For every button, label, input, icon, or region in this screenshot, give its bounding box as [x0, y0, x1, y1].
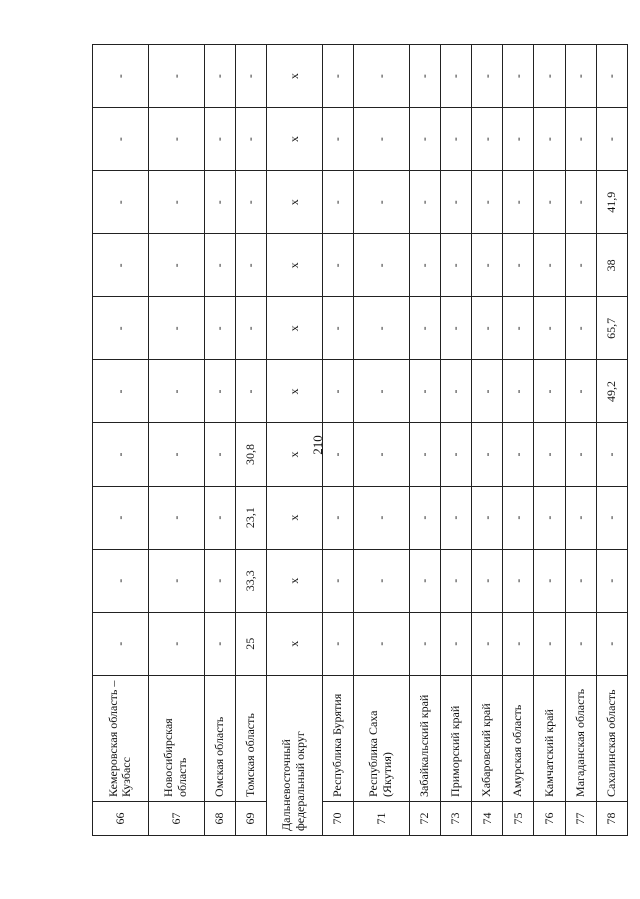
value-cell: - — [503, 423, 534, 486]
value-cell: - — [471, 45, 502, 108]
value-cell: - — [148, 549, 204, 612]
value-cell: - — [322, 45, 353, 108]
value-cell: - — [503, 612, 534, 675]
row-number-cell: 77 — [565, 801, 596, 835]
region-name-cell: Кемеровская область – Кузбасс — [93, 675, 149, 801]
value-cell: - — [93, 45, 149, 108]
value-cell: - — [93, 360, 149, 423]
table-row — [471, 45, 502, 836]
value-cell: - — [409, 360, 440, 423]
value-cell: - — [235, 297, 266, 360]
value-cell: - — [409, 423, 440, 486]
value-cell: 49,2 — [596, 360, 627, 423]
value-cell: x — [266, 297, 322, 360]
value-cell: - — [148, 486, 204, 549]
value-cell: - — [204, 549, 235, 612]
value-cell: - — [440, 360, 471, 423]
value-cell: - — [235, 45, 266, 108]
value-cell: - — [235, 360, 266, 423]
value-cell: - — [440, 297, 471, 360]
value-cell: - — [93, 612, 149, 675]
region-name-cell: Камчатский край — [534, 675, 565, 801]
table-row — [440, 45, 471, 836]
value-cell: - — [148, 297, 204, 360]
region-name-cell: Магаданская область — [565, 675, 596, 801]
value-cell: - — [93, 486, 149, 549]
value-cell: - — [353, 45, 409, 108]
value-cell: - — [204, 360, 235, 423]
table-row — [148, 45, 204, 836]
value-cell: - — [148, 45, 204, 108]
value-cell: - — [565, 45, 596, 108]
value-cell: - — [353, 108, 409, 171]
value-cell: - — [596, 486, 627, 549]
value-cell: - — [148, 423, 204, 486]
value-cell: - — [534, 297, 565, 360]
value-cell: - — [534, 45, 565, 108]
value-cell: - — [322, 171, 353, 234]
row-number-cell: 71 — [353, 801, 409, 835]
value-cell: x — [266, 612, 322, 675]
value-cell: - — [565, 549, 596, 612]
region-name-cell: Омская область — [204, 675, 235, 801]
value-cell: - — [440, 45, 471, 108]
value-cell: - — [322, 486, 353, 549]
value-cell: - — [148, 234, 204, 297]
value-cell: - — [596, 423, 627, 486]
value-cell: - — [471, 486, 502, 549]
value-cell: - — [534, 108, 565, 171]
value-cell: 23,1 — [235, 486, 266, 549]
value-cell: - — [322, 234, 353, 297]
value-cell: - — [353, 486, 409, 549]
region-name-cell: Республика Бурятия — [322, 675, 353, 801]
value-cell: - — [322, 297, 353, 360]
value-cell: x — [266, 549, 322, 612]
row-number-cell: 72 — [409, 801, 440, 835]
table-body — [93, 45, 628, 836]
value-cell: - — [353, 234, 409, 297]
value-cell: - — [471, 549, 502, 612]
value-cell: - — [565, 297, 596, 360]
value-cell: 25 — [235, 612, 266, 675]
table-row — [565, 45, 596, 836]
value-cell: - — [204, 108, 235, 171]
value-cell: - — [534, 549, 565, 612]
page-number: 210 — [310, 435, 325, 455]
value-cell: - — [503, 549, 534, 612]
value-cell: - — [440, 234, 471, 297]
table-row — [503, 45, 534, 836]
value-cell: - — [409, 486, 440, 549]
value-cell: - — [565, 108, 596, 171]
value-cell: - — [204, 612, 235, 675]
value-cell: x — [266, 423, 322, 486]
value-cell: - — [471, 297, 502, 360]
value-cell: 33,3 — [235, 549, 266, 612]
value-cell: - — [204, 423, 235, 486]
value-cell: - — [534, 423, 565, 486]
value-cell: - — [565, 234, 596, 297]
value-cell: - — [440, 108, 471, 171]
row-number-cell: 73 — [440, 801, 471, 835]
value-cell: - — [440, 486, 471, 549]
table-row — [596, 45, 627, 836]
table-row — [353, 45, 409, 836]
district-name-cell: Дальневосточный федеральный округ — [266, 675, 322, 835]
value-cell: - — [596, 45, 627, 108]
value-cell: - — [353, 612, 409, 675]
value-cell: - — [503, 360, 534, 423]
data-table-container — [92, 44, 628, 836]
value-cell: - — [93, 108, 149, 171]
region-name-cell: Забайкальский край — [409, 675, 440, 801]
value-cell: - — [93, 297, 149, 360]
value-cell: - — [204, 171, 235, 234]
region-name-cell: Амурская область — [503, 675, 534, 801]
table-row — [93, 45, 149, 836]
value-cell: - — [534, 612, 565, 675]
value-cell: - — [148, 360, 204, 423]
value-cell: - — [503, 297, 534, 360]
value-cell: - — [503, 171, 534, 234]
value-cell: - — [565, 612, 596, 675]
value-cell: - — [353, 171, 409, 234]
value-cell: - — [534, 486, 565, 549]
value-cell: x — [266, 360, 322, 423]
value-cell: - — [409, 549, 440, 612]
value-cell: - — [93, 423, 149, 486]
value-cell: - — [204, 486, 235, 549]
value-cell: - — [565, 171, 596, 234]
value-cell: - — [440, 423, 471, 486]
value-cell: - — [148, 108, 204, 171]
value-cell: - — [440, 549, 471, 612]
row-number-cell: 67 — [148, 801, 204, 835]
value-cell: - — [409, 171, 440, 234]
value-cell: - — [471, 423, 502, 486]
value-cell: - — [596, 108, 627, 171]
value-cell: - — [322, 549, 353, 612]
row-number-cell: 70 — [322, 801, 353, 835]
value-cell: - — [235, 171, 266, 234]
value-cell: - — [409, 297, 440, 360]
value-cell: - — [322, 108, 353, 171]
value-cell: - — [471, 108, 502, 171]
value-cell: - — [148, 171, 204, 234]
value-cell: x — [266, 108, 322, 171]
value-cell: x — [266, 486, 322, 549]
value-cell: 38 — [596, 234, 627, 297]
row-number-cell: 76 — [534, 801, 565, 835]
value-cell: - — [534, 360, 565, 423]
value-cell: - — [596, 549, 627, 612]
row-number-cell: 68 — [204, 801, 235, 835]
value-cell: - — [235, 234, 266, 297]
value-cell: x — [266, 171, 322, 234]
value-cell: - — [471, 360, 502, 423]
value-cell: 30,8 — [235, 423, 266, 486]
value-cell: - — [409, 234, 440, 297]
value-cell: - — [440, 612, 471, 675]
region-name-cell: Хабаровский край — [471, 675, 502, 801]
value-cell: - — [353, 549, 409, 612]
value-cell: - — [440, 171, 471, 234]
value-cell: - — [471, 612, 502, 675]
value-cell: - — [148, 612, 204, 675]
row-number-cell: 78 — [596, 801, 627, 835]
value-cell: - — [204, 234, 235, 297]
data-table — [92, 44, 628, 836]
value-cell: - — [503, 486, 534, 549]
region-name-cell: Республика Саха (Якутия) — [353, 675, 409, 801]
value-cell: - — [409, 45, 440, 108]
row-number-cell: 69 — [235, 801, 266, 835]
value-cell: - — [235, 108, 266, 171]
value-cell: - — [565, 486, 596, 549]
row-number-cell: 66 — [93, 801, 149, 835]
region-name-cell: Сахалинская область — [596, 675, 627, 801]
value-cell: - — [93, 171, 149, 234]
value-cell: - — [503, 234, 534, 297]
value-cell: - — [353, 297, 409, 360]
table-row — [235, 45, 266, 836]
value-cell: - — [565, 360, 596, 423]
row-number-cell: 74 — [471, 801, 502, 835]
table-row — [409, 45, 440, 836]
row-number-cell: 75 — [503, 801, 534, 835]
value-cell: - — [204, 297, 235, 360]
value-cell: - — [409, 612, 440, 675]
value-cell: x — [266, 234, 322, 297]
value-cell: 65,7 — [596, 297, 627, 360]
value-cell: - — [471, 234, 502, 297]
value-cell: - — [322, 423, 353, 486]
region-name-cell: Новосибирская область — [148, 675, 204, 801]
value-cell: - — [596, 612, 627, 675]
value-cell: - — [322, 360, 353, 423]
value-cell: - — [353, 360, 409, 423]
value-cell: 41,9 — [596, 171, 627, 234]
value-cell: - — [503, 108, 534, 171]
region-name-cell: Приморский край — [440, 675, 471, 801]
table-row — [266, 45, 322, 836]
value-cell: - — [93, 549, 149, 612]
value-cell: - — [353, 423, 409, 486]
value-cell: - — [204, 45, 235, 108]
table-row — [322, 45, 353, 836]
table-row — [204, 45, 235, 836]
value-cell: - — [565, 423, 596, 486]
value-cell: - — [534, 171, 565, 234]
value-cell: - — [322, 612, 353, 675]
value-cell: - — [534, 234, 565, 297]
table-row — [534, 45, 565, 836]
value-cell: - — [93, 234, 149, 297]
value-cell: - — [471, 171, 502, 234]
value-cell: x — [266, 45, 322, 108]
value-cell: - — [503, 45, 534, 108]
value-cell: - — [409, 108, 440, 171]
region-name-cell: Томская область — [235, 675, 266, 801]
